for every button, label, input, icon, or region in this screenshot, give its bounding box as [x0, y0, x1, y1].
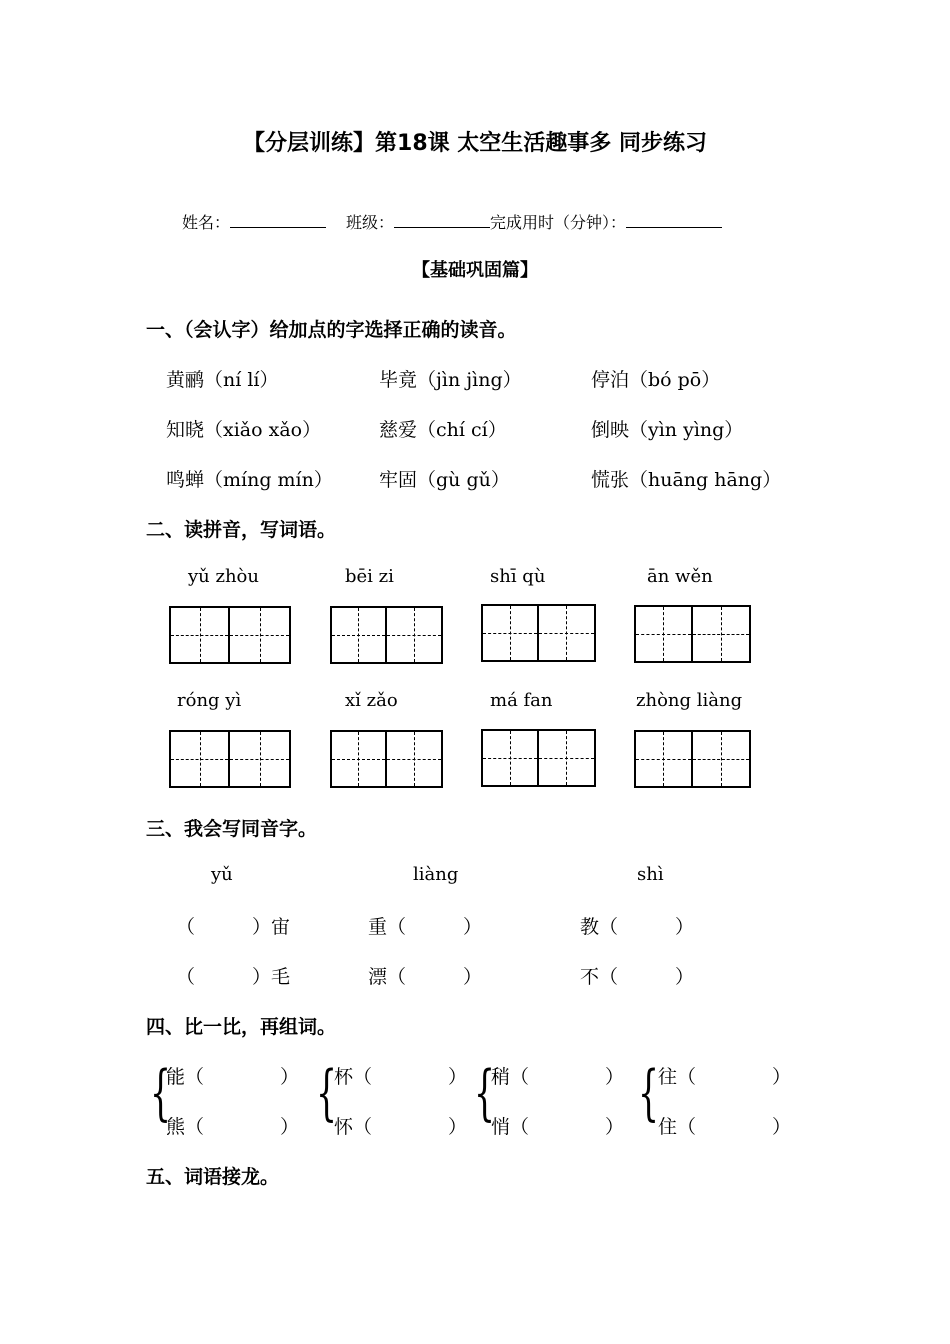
brace-icon: { [150, 1058, 172, 1128]
reading-item: 牢固（gù gǔ） [379, 469, 510, 491]
homophone-item[interactable]: （ ）宙 [176, 916, 291, 938]
pinyin-label: yǔ zhòu [188, 566, 259, 587]
pinyin-label: róng yì [177, 690, 242, 711]
reading-item: 慌张（huāng hāng） [591, 469, 782, 491]
tianzige-box[interactable] [481, 729, 596, 787]
reading-item: 慈爱（chí cí） [379, 419, 507, 441]
compare-item[interactable]: 怀（ ） [334, 1116, 468, 1138]
reading-item: 鸣蝉（míng mín） [166, 469, 333, 491]
homophone-item[interactable]: 不（ ） [580, 966, 695, 988]
pinyin-label: bēi zi [345, 566, 394, 587]
brace-icon: { [638, 1058, 660, 1128]
class-blank[interactable] [394, 210, 490, 228]
name-blank[interactable] [230, 210, 326, 228]
brace-icon: { [316, 1058, 338, 1128]
section-3-heading: 三、我会写同音字。 [146, 818, 318, 840]
tianzige-box[interactable] [330, 730, 443, 788]
tianzige-box[interactable] [169, 606, 291, 664]
compare-item[interactable]: 住（ ） [658, 1116, 792, 1138]
page-title: 【分层训练】第18课 太空生活趣事多 同步练习 [243, 131, 707, 156]
pinyin-label: yǔ [211, 864, 233, 885]
compare-item[interactable]: 杯（ ） [334, 1066, 468, 1088]
reading-item: 倒映（yìn yìng） [591, 419, 744, 441]
reading-item: 停泊（bó pō） [591, 369, 721, 391]
pinyin-label: shì [637, 864, 664, 885]
pinyin-label: ān wěn [647, 566, 713, 587]
reading-item: 黄鹂（ní lí） [166, 369, 279, 391]
section-4-heading: 四、比一比，再组词。 [146, 1016, 337, 1038]
tianzige-box[interactable] [634, 605, 751, 663]
brace-icon: { [474, 1058, 496, 1128]
name-label: 姓名： [182, 213, 231, 232]
compare-item[interactable]: 悄（ ） [491, 1116, 625, 1138]
time-label: 完成用时（分钟）： [490, 213, 627, 232]
class-label: 班级： [346, 213, 395, 232]
class-field[interactable] [346, 210, 722, 233]
homophone-item[interactable]: 重（ ） [368, 916, 483, 938]
compare-item[interactable]: 往（ ） [658, 1066, 792, 1088]
section-2-heading: 二、读拼音，写词语。 [146, 519, 337, 541]
compare-item[interactable]: 稍（ ） [491, 1066, 625, 1088]
pinyin-label: xǐ zǎo [345, 690, 398, 711]
tianzige-box[interactable] [330, 606, 443, 664]
section-1-heading: 一、（会认字）给加点的字选择正确的读音。 [146, 319, 517, 341]
section-5-heading: 五、词语接龙。 [146, 1166, 280, 1188]
pinyin-label: zhòng liàng [636, 690, 743, 711]
compare-item[interactable]: 能（ ） [166, 1066, 300, 1088]
pinyin-label: shī qù [490, 566, 546, 587]
section-subtitle: 【基础巩固篇】 [412, 260, 538, 281]
pinyin-label: liàng [413, 864, 459, 885]
time-blank[interactable] [626, 210, 722, 228]
compare-item[interactable]: 熊（ ） [166, 1116, 300, 1138]
reading-item: 知晓（xiǎo xǎo） [166, 419, 322, 441]
reading-item: 毕竟（jìn jìng） [379, 369, 522, 391]
tianzige-box[interactable] [169, 730, 291, 788]
homophone-item[interactable]: 教（ ） [580, 916, 695, 938]
tianzige-box[interactable] [481, 604, 596, 662]
pinyin-label: má fan [490, 690, 553, 711]
name-field[interactable] [182, 210, 326, 233]
homophone-item[interactable]: 漂（ ） [368, 966, 483, 988]
homophone-item[interactable]: （ ）毛 [176, 966, 291, 988]
tianzige-box[interactable] [634, 730, 751, 788]
